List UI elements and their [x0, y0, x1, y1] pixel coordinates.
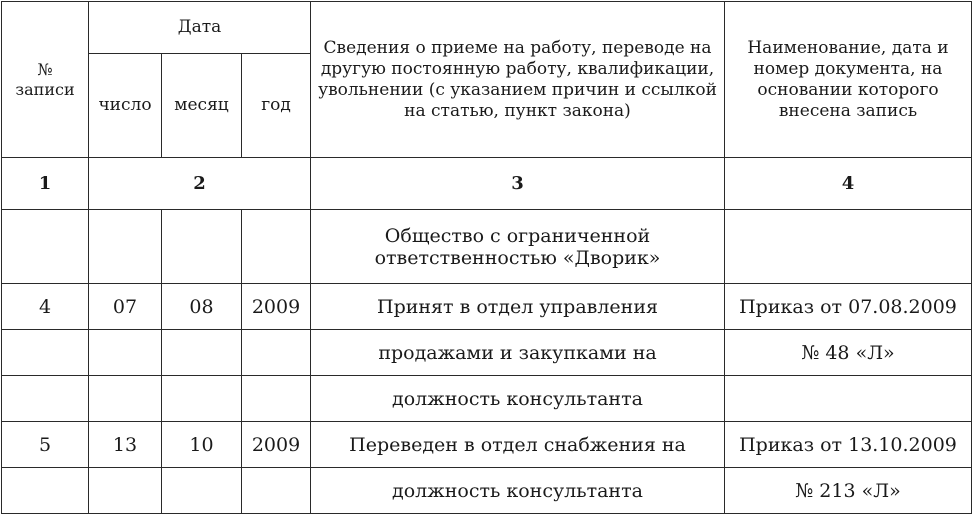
cell-year	[242, 330, 311, 376]
column-number-4: 4	[725, 158, 972, 210]
cell-record-no	[2, 468, 89, 514]
table-row	[2, 284, 972, 330]
cell-document: № 213 «Л»	[725, 468, 972, 514]
cell-month	[162, 330, 242, 376]
header-day: число	[89, 54, 162, 158]
cell-info: Принят в отдел управления	[311, 284, 725, 330]
table-row	[2, 210, 972, 284]
cell-day	[89, 376, 162, 422]
cell-info: должность консультанта	[311, 468, 725, 514]
cell-month	[162, 376, 242, 422]
cell-document: Приказ от 07.08.2009	[725, 284, 972, 330]
cell-year	[242, 376, 311, 422]
cell-record-no	[2, 330, 89, 376]
table-row	[2, 422, 972, 468]
cell-info: Общество с ограниченной ответственностью «Дворик»	[311, 210, 725, 284]
cell-document: Приказ от 13.10.2009	[725, 422, 972, 468]
cell-month	[162, 210, 242, 284]
column-number-2: 2	[89, 158, 311, 210]
cell-day: 07	[89, 284, 162, 330]
header-document: Наименование, дата и номер документа, на основании которого внесена запись	[725, 2, 972, 158]
column-number-1: 1	[2, 158, 89, 210]
cell-day	[89, 468, 162, 514]
header-year: год	[242, 54, 311, 158]
cell-year	[242, 210, 311, 284]
cell-day	[89, 210, 162, 284]
cell-info: Переведен в отдел снабжения на	[311, 422, 725, 468]
cell-record-no	[2, 376, 89, 422]
cell-document	[725, 376, 972, 422]
table-row	[2, 468, 972, 514]
cell-month	[162, 468, 242, 514]
table-row	[2, 330, 972, 376]
header-date: Дата	[89, 2, 311, 54]
cell-month: 10	[162, 422, 242, 468]
table-row	[2, 376, 972, 422]
cell-year	[242, 468, 311, 514]
cell-month: 08	[162, 284, 242, 330]
column-number-3: 3	[311, 158, 725, 210]
cell-record-no: 5	[2, 422, 89, 468]
cell-day	[89, 330, 162, 376]
cell-info: должность консультанта	[311, 376, 725, 422]
cell-document	[725, 210, 972, 284]
cell-record-no: 4	[2, 284, 89, 330]
header-record-no: № записи	[2, 2, 89, 158]
cell-year: 2009	[242, 284, 311, 330]
cell-document: № 48 «Л»	[725, 330, 972, 376]
header-month: месяц	[162, 54, 242, 158]
cell-record-no	[2, 210, 89, 284]
work-record-table	[1, 1, 972, 514]
cell-info: продажами и закупками на	[311, 330, 725, 376]
cell-day: 13	[89, 422, 162, 468]
cell-year: 2009	[242, 422, 311, 468]
header-info: Сведения о приеме на работу, переводе на другую постоянную работу, квалификации, увольнении (с указанием причин и ссылкой на статью, пункт закона)	[311, 2, 725, 158]
